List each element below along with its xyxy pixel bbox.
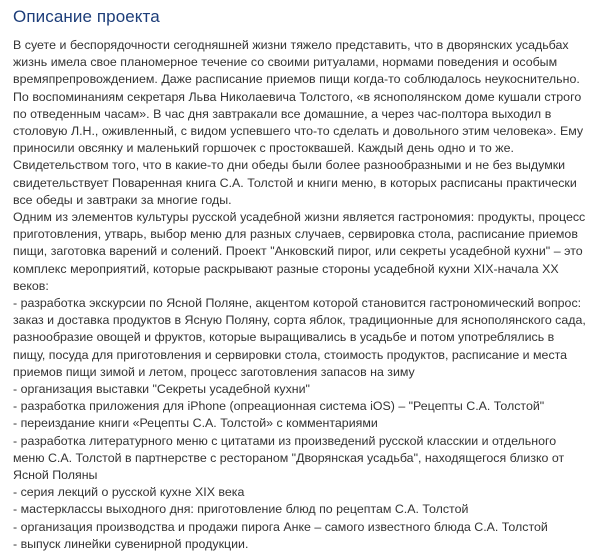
list-item: - организация выставки "Секреты усадебной кухни"	[13, 382, 310, 397]
list-item: - переиздание книги «Рецепты С.А. Толстой» с комментариями	[13, 416, 378, 431]
page-title: Описание проекта	[13, 7, 160, 26]
list-item: - разработка приложения для iPhone (опреационная система iOS) – "Рецепты С.А. Толстой"	[13, 399, 545, 414]
paragraph-intro: В суете и беспорядочности сегодняшней жизни тяжело представить, что в дворянских усадьбах жизнь имела свое планомерное течение со своими ритуалами, нормами поведения и особым времяпрепровождением. Даже расписание приемов пищи когда-то соблюдалось неукоснительно. По воспоминаниям секретаря Льва Николаевича Толстого, «в яснополянском доме кушали строго по отведенным часам». В час дня завтракали все домашние, а через час-полтора выходил в столовую Л.Н., оживленный, с видом успевшего что-то сделать и довольного этим человека». Ему приносили овсянку и маленький горшочек с простоквашей. Каждый день одно и то же. Свидетельством того, что в какие-то дни обеды были более разнообразными и не без выдумки свидетельствует Поваренная книга С.А. Толстой и книги меню, в которых расписаны практически все обеды и завтраки за многие годы.	[13, 38, 584, 207]
list-item: - организация производства и продажи пирога Анке – самого известного блюда С.А. Толстой	[13, 519, 548, 534]
list-item: - разработка литературного меню с цитатами из произведений русской класскии и отдельного меню С.А. Толстой в партнерстве с рестораном "Дворянская усадьба", находящегося близко от Ясной Поляны	[13, 433, 565, 483]
list-item: - серия лекций о русской кухне XIX века	[13, 485, 245, 500]
project-description-body	[13, 37, 589, 553]
list-item: - мастерклассы выходного дня: приготовление блюд по рецептам С.А. Толстой	[13, 502, 469, 517]
list-item: - выпуск линейки сувенирной продукции.	[13, 536, 249, 551]
list-item: - разработка экскурсии по Ясной Поляне, акцентом которой становится гастрономический вопрос: заказ и доставка продуктов в Ясную Поляну, сорта яблок, традиционные для яснополянского сада, разнообразие овощей и фруктов, которые выращивались в усадьбе и потом употреблялись в пищу, посуда для приготовления и сервировки стола, стоимость продуктов, расписание и места приемов пищи зимой и летом, процесс заготовления запасов на зиму	[13, 296, 586, 379]
paragraph-gastronomy: Одним из элементов культуры русской усадебной жизни является гастрономия: продукты, процесс приготовления, утварь, выбор меню для разных случаев, сервировка стола, расписание приемов пищи, заготовка варений и солений. Проект "Анковский пирог, или секреты усадебной кухни" – это комплекс мероприятий, которые раскрывают разные стороны усадебной кухни XIX-начала XX веков:	[13, 210, 586, 293]
